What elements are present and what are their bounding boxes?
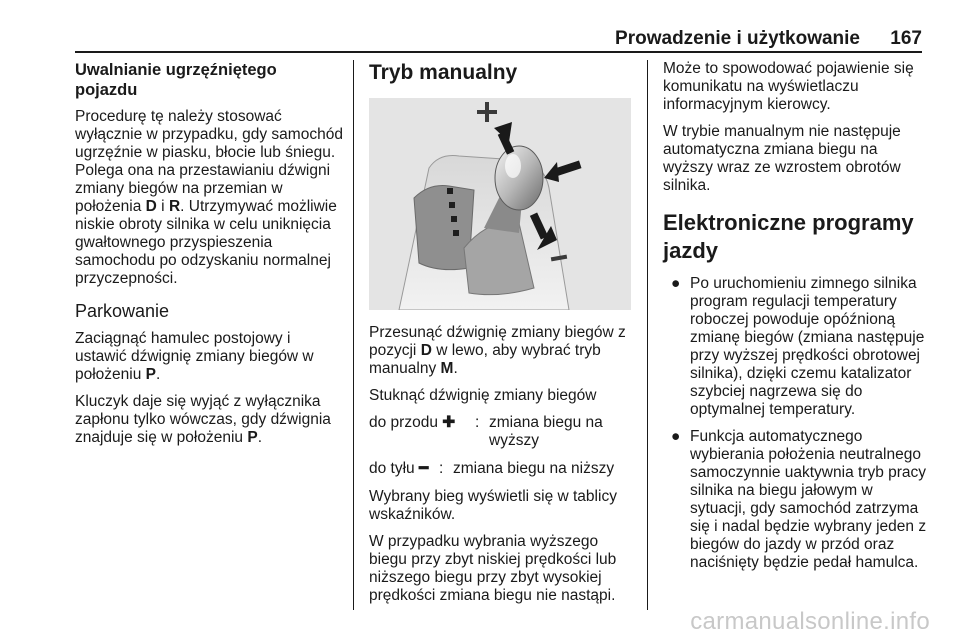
text-run: Przesunąć dźwignię zmiany biegów z pozycji [369,324,626,359]
header-divider [75,51,922,53]
page-number: 167 [890,28,922,49]
shift-down-description: zmiana biegu na niższy [453,460,615,477]
bullet-list [663,275,931,572]
shift-up-label [369,414,475,450]
gear-lever-drawing [369,98,631,310]
shift-up-row [369,414,637,450]
list-item-text: Funkcja automatycznego wybierania położenia neutralnego samoczynnie uaktywnia tryb pracy silnika na biegu jałowym w sytuacji, gdy samochód zatrzyma się i nadal będzie wybrany jeden z biegów do jazdy w przód oraz naciśnięty będzie pedał hamulca. [690,428,927,571]
text-run: Kluczyk daje się wyjąć z wyłącznika zapłonu tylko wówczas, gdy dźwignia znajduje się w położeniu [75,393,331,446]
gear-lever-illustration [369,98,631,310]
column-divider-2 [647,60,648,610]
column-2 [369,60,637,614]
text-run: w lewo, aby wybrać tryb manualny [369,342,601,377]
section-heading-manual-mode: Tryb manualny [369,61,518,84]
list-item-text: Po uruchomieniu zimnego silnika program regulacji temperatury roboczej powoduje opóźnioną zmianę biegów (zmiana następuje przy wyższej prędkości obrotowej silnika), dzięki czemu katalizator szybciej nagrzewa się do optymalnej temperatury. [690,275,925,418]
column-1 [75,60,343,456]
list-item [663,275,931,419]
shift-up-description: zmiana biegu na wyższy [489,414,603,449]
paragraph-driver-message: Może to spowodować pojawienie się komunikatu na wyświetlaczu informacyjnym kierowcy. [663,60,914,113]
text-run: do przodu [369,414,443,431]
gear-label-p: P [247,429,258,446]
section-heading-electronic-programs: Elektroniczne programy jazdy [663,210,914,263]
bullet-icon: ● [671,275,681,292]
minus-symbol: ━ [418,460,429,477]
paragraph-unsticking [75,108,343,288]
text-run: . Utrzymywać możliwie niskie obroty silnika w celu uniknięcia gwałtownego przyspieszenia samochodu po odzyskaniu normalnej przyczepności. [75,198,337,287]
text-run: . [257,429,262,446]
column-divider-1 [353,60,354,610]
header-title: Prowadzenie i użytkowanie [615,28,860,49]
text-run: i [156,198,169,215]
paragraph-no-auto-upshift: W trybie manualnym nie następuje automatyczna zmiana biegu na wyższy wraz ze wzrostem obrotów silnika. [663,123,901,194]
colon: : [475,414,480,431]
paragraph-gear-display: Wybrany bieg wyświetli się w tablicy wskaźników. [369,488,617,523]
paragraph-parking-1 [75,330,343,384]
text-run: do tyłu [369,460,419,477]
gear-label-m: M [440,360,454,377]
watermark: carmanualsonline.info [690,608,930,635]
paragraph-parking-2 [75,393,343,447]
plus-symbol: ✚ [442,414,456,431]
text-run: . [453,360,458,377]
colon: : [439,460,444,477]
gear-label-r: R [168,198,181,215]
gear-label-d: D [145,198,157,215]
shift-down-row [369,460,637,478]
paragraph-gear-speed-warning: W przypadku wybrania wyższego biegu przy zbyt niskiej prędkości lub niższego biegu przy zbyt wysokiej prędkości zmiana biegu nie nastąpi. [369,533,617,604]
text-run: . [156,366,161,383]
section-heading-parking: Parkowanie [75,301,170,321]
text-run: Zaciągnąć hamulec postojowy i ustawić dźwignię zmiany biegów w położeniu [75,330,314,383]
column-3 [663,60,931,581]
text-run: Procedurę tę należy stosować wyłącznie w przypadku, gdy samochód ugrzęźnie w piasku, błocie lub śniegu. Polega ona na przestawianiu dźwigni zmiany biegów na przemian w położenia [75,108,343,215]
gear-label-d: D [420,342,432,359]
gear-label-p: P [145,366,157,383]
paragraph-tap-lever: Stuknąć dźwignię zmiany biegów [369,387,597,404]
section-heading-unsticking: Uwalnianie ugrzęźniętego pojazdu [75,61,277,99]
shift-down-label [369,460,439,478]
bullet-icon: ● [671,428,681,445]
list-item [663,428,931,572]
paragraph-select-manual [369,324,637,378]
